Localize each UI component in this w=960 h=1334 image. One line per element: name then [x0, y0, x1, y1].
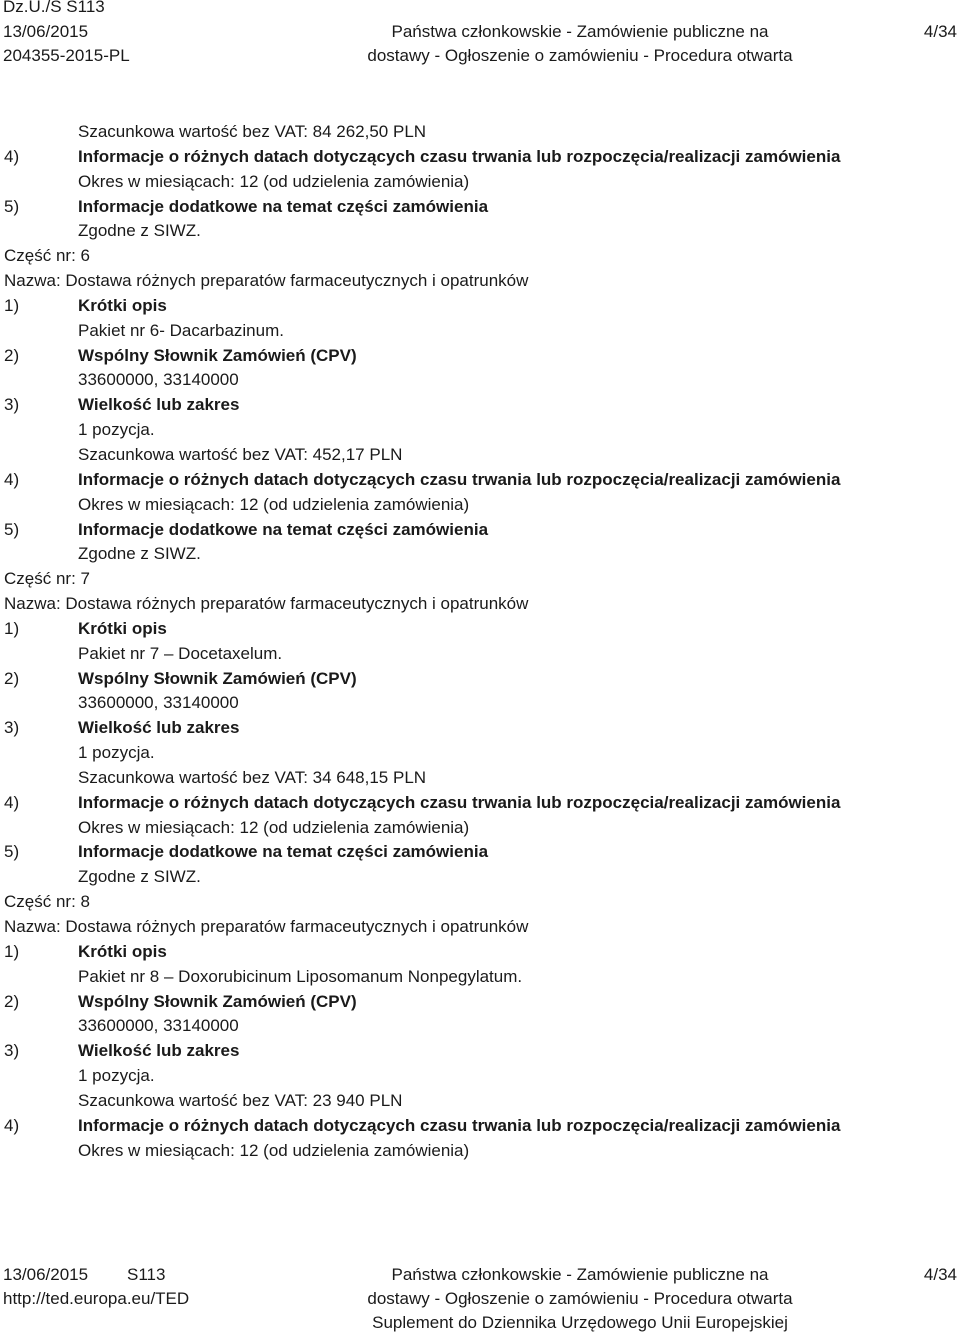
header-page-number: 4/34 — [923, 22, 957, 41]
section-number: 2) — [4, 345, 20, 365]
section-number: 3) — [4, 718, 20, 738]
footer-title-line1: Państwa członkowskie - Zamówienie publiczne na — [391, 1265, 769, 1284]
section-heading: Informacje o różnych datach dotyczących czasu trwania lub rozpoczęcia/realizacji zamówienia — [78, 792, 841, 812]
footer-issue: S113 — [127, 1265, 166, 1284]
quantity-text: 1 pozycja. — [78, 743, 155, 763]
additional-info-text: Zgodne z SIWZ. — [78, 544, 201, 564]
section-additional-info — [0, 195, 960, 220]
section-heading: Wielkość lub zakres — [78, 718, 240, 738]
section-heading: Wielkość lub zakres — [78, 1041, 240, 1061]
section-number: 4) — [4, 146, 20, 166]
section-heading: Krótki opis — [78, 295, 167, 315]
quantity-text: 1 pozycja. — [78, 1066, 155, 1086]
duration-text: Okres w miesiącach: 12 (od udzielenia zamówienia) — [78, 817, 470, 837]
short-description: Pakiet nr 8 – Doxorubicinum Liposomanum Nonpegylatum. — [78, 966, 523, 986]
section-heading: Informacje dodatkowe na temat części zamówienia — [78, 196, 489, 216]
header-title-line2: dostawy - Ogłoszenie o zamówieniu - Procedura otwarta — [367, 46, 793, 65]
short-description: Pakiet nr 7 – Docetaxelum. — [78, 643, 283, 663]
section-heading: Wielkość lub zakres — [78, 395, 240, 415]
section-number: 3) — [4, 395, 20, 415]
section-heading: Informacje o różnych datach dotyczących czasu trwania lub rozpoczęcia/realizacji zamówienia — [78, 1115, 841, 1135]
section-number: 5) — [4, 519, 20, 539]
ted-link[interactable]: http://ted.europa.eu/TED — [3, 1289, 190, 1308]
section-heading: Krótki opis — [78, 618, 167, 638]
footer-page-number: 4/34 — [923, 1265, 957, 1284]
section-number: 2) — [4, 991, 20, 1011]
section-heading: Informacje o różnych datach dotyczących czasu trwania lub rozpoczęcia/realizacji zamówienia — [78, 469, 841, 489]
part-block — [0, 567, 960, 890]
part-block — [0, 890, 960, 1163]
section-number: 5) — [4, 196, 20, 216]
section-number: 4) — [4, 1115, 20, 1135]
document-body — [0, 120, 960, 1163]
part-label: Część nr: 7 — [4, 569, 90, 589]
estimated-value: Szacunkowa wartość bez VAT: 34 648,15 PLN — [78, 767, 427, 787]
footer-supplement: Suplement do Dziennika Urzędowego Unii Europejskiej — [372, 1313, 788, 1332]
section-heading: Informacje dodatkowe na temat części zamówienia — [78, 842, 489, 862]
section-heading: Wspólny Słownik Zamówień (CPV) — [78, 668, 357, 688]
part-label: Część nr: 8 — [4, 892, 90, 912]
section-heading: Informacje dodatkowe na temat części zamówienia — [78, 519, 489, 539]
section-number: 4) — [4, 792, 20, 812]
part-label: Część nr: 6 — [4, 246, 90, 266]
section-dates — [0, 145, 960, 170]
cpv-codes: 33600000, 33140000 — [78, 693, 239, 713]
cpv-codes: 33600000, 33140000 — [78, 370, 239, 390]
journal-ref: Dz.U./S S113 — [3, 0, 105, 16]
section-number: 1) — [4, 941, 20, 961]
section-number: 5) — [4, 842, 20, 862]
section-number: 1) — [4, 295, 20, 315]
section-heading: Wspólny Słownik Zamówień (CPV) — [78, 991, 357, 1011]
additional-info-text: Zgodne z SIWZ. — [78, 867, 201, 887]
section-heading: Krótki opis — [78, 941, 167, 961]
section-number: 4) — [4, 469, 20, 489]
duration-text: Okres w miesiącach: 12 (od udzielenia zamówienia) — [78, 171, 470, 191]
footer-date: 13/06/2015 — [3, 1265, 89, 1284]
section-number: 2) — [4, 668, 20, 688]
header-title-line1: Państwa członkowskie - Zamówienie publiczne na — [391, 22, 769, 41]
part-name: Nazwa: Dostawa różnych preparatów farmaceutycznych i opatrunków — [4, 271, 529, 291]
part-name: Nazwa: Dostawa różnych preparatów farmaceutycznych i opatrunków — [4, 917, 529, 936]
cpv-codes: 33600000, 33140000 — [78, 1016, 239, 1036]
short-description: Pakiet nr 6- Dacarbazinum. — [78, 320, 284, 340]
estimated-value: Szacunkowa wartość bez VAT: 84 262,50 PLN — [78, 122, 427, 141]
estimated-value: Szacunkowa wartość bez VAT: 23 940 PLN — [78, 1090, 403, 1110]
header-date: 13/06/2015 — [3, 22, 89, 41]
section-heading: Wspólny Słownik Zamówień (CPV) — [78, 345, 357, 365]
part-block — [0, 244, 960, 567]
section-number: 1) — [4, 618, 20, 638]
estimated-value: Szacunkowa wartość bez VAT: 452,17 PLN — [78, 444, 403, 464]
quantity-text: 1 pozycja. — [78, 420, 155, 440]
duration-text: Okres w miesiącach: 12 (od udzielenia zamówienia) — [78, 1140, 470, 1160]
footer-title-line2: dostawy - Ogłoszenie o zamówieniu - Procedura otwarta — [367, 1289, 793, 1308]
section-heading: Informacje o różnych datach dotyczących czasu trwania lub rozpoczęcia/realizacji zamówienia — [78, 146, 841, 166]
notice-number: 204355-2015-PL — [3, 46, 130, 65]
additional-info-text: Zgodne z SIWZ. — [78, 221, 201, 241]
section-number: 3) — [4, 1041, 20, 1061]
duration-text: Okres w miesiącach: 12 (od udzielenia zamówienia) — [78, 494, 470, 514]
part-name: Nazwa: Dostawa różnych preparatów farmaceutycznych i opatrunków — [4, 594, 529, 614]
